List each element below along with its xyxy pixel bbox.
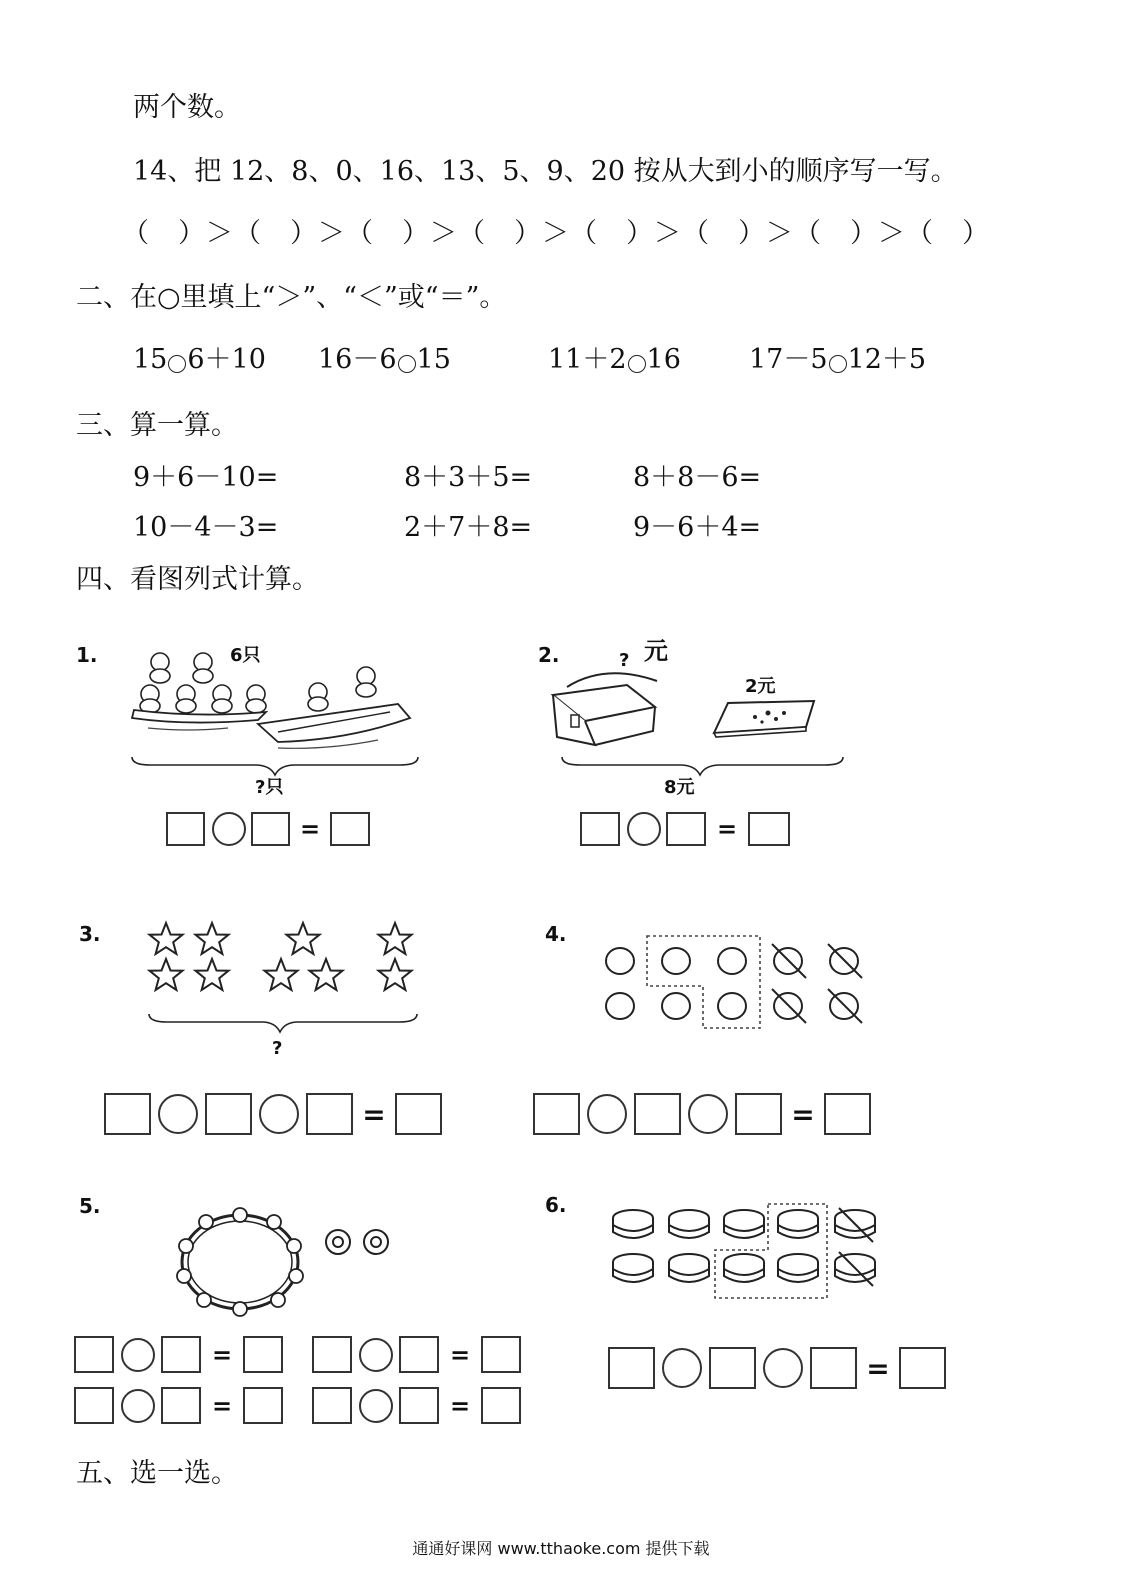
bead-icon (197, 1293, 211, 1307)
answer-box[interactable] (709, 1347, 756, 1389)
answer-box[interactable] (748, 812, 790, 846)
puppy-icon (308, 683, 328, 711)
answer-box[interactable] (74, 1336, 114, 1373)
compare-left: 17－5 (749, 344, 828, 375)
puppy-icon (176, 685, 196, 713)
section-5-title: 五、选一选。 (76, 1458, 238, 1489)
bead-icon (177, 1269, 191, 1283)
problem-5-number: 5. (79, 1194, 101, 1218)
answer-box[interactable] (666, 812, 706, 846)
answer-box[interactable] (161, 1336, 201, 1373)
answer-box[interactable] (634, 1093, 681, 1135)
calc-expr[interactable]: 9－6＋4= (633, 512, 762, 543)
compare-circle[interactable] (829, 355, 847, 373)
compare-circle[interactable] (628, 355, 646, 373)
answer-box[interactable] (330, 812, 370, 846)
equals-sign: = (299, 815, 321, 843)
compare-left: 15 (133, 344, 168, 375)
operator-circle[interactable] (587, 1094, 627, 1134)
operator-circle[interactable] (359, 1338, 393, 1372)
compare-left: 11＋2 (548, 344, 627, 375)
answer-box[interactable] (312, 1336, 352, 1373)
star-icon (379, 923, 412, 954)
compare-right: 15 (416, 344, 451, 375)
coin-stack-icon (724, 1254, 764, 1282)
operator-circle[interactable] (212, 812, 246, 846)
total-stars-question: ? (272, 1038, 283, 1059)
puppy-icon (212, 685, 232, 713)
answer-box[interactable] (481, 1336, 521, 1373)
equals-sign: = (449, 1340, 471, 1369)
answer-box[interactable] (251, 812, 290, 846)
problem-1-number: 1. (76, 643, 98, 667)
compare-item-4 (749, 346, 926, 373)
eraser-image (710, 695, 820, 740)
equation-4 (533, 1093, 871, 1135)
operator-circle[interactable] (662, 1348, 702, 1388)
coin-stacks-image (605, 1200, 885, 1305)
calc-expr[interactable]: 9＋6－10= (133, 462, 279, 493)
puppy-icon (150, 653, 170, 683)
total-price-label: 8元 (664, 777, 695, 798)
coin-stack-icon (613, 1254, 653, 1282)
bead-icon (267, 1215, 281, 1229)
answer-box[interactable] (899, 1347, 946, 1389)
circle-icon (606, 993, 634, 1019)
puppies-count-label: 6只 (230, 645, 261, 666)
compare-circle[interactable] (168, 355, 186, 373)
star-icon (310, 959, 343, 990)
answer-box[interactable] (533, 1093, 580, 1135)
operator-circle[interactable] (763, 1348, 803, 1388)
bead-ring-image (168, 1200, 398, 1325)
answer-box[interactable] (243, 1387, 283, 1424)
puppy-icon (356, 667, 376, 697)
circle-icon (662, 948, 690, 974)
bead-icon (233, 1302, 247, 1316)
total-puppies-label: ?只 (255, 777, 284, 798)
loose-bead-icon (364, 1230, 388, 1254)
equals-sign: = (716, 815, 738, 843)
equation-1 (166, 812, 370, 846)
answer-box[interactable] (824, 1093, 871, 1135)
bag-price-unit: 元 (644, 637, 668, 665)
coin-stack-icon (778, 1254, 818, 1282)
operator-circle[interactable] (158, 1094, 198, 1134)
q14-answer-blanks[interactable]: （ ）＞（ ）＞（ ）＞（ ）＞（ ）＞（ ）＞（ ）＞（ ） (122, 218, 990, 249)
compare-right: 16 (646, 344, 681, 375)
star-icon (150, 959, 183, 990)
answer-box[interactable] (243, 1336, 283, 1373)
equation-5c (74, 1387, 283, 1424)
circle-icon (718, 993, 746, 1019)
crossed-coin-stack-icon (835, 1208, 875, 1242)
crossed-coin-stack-icon (835, 1252, 875, 1286)
bead-icon (233, 1208, 247, 1222)
equals-sign: = (211, 1340, 233, 1369)
coin-stack-icon (669, 1210, 709, 1238)
puppy-icon (140, 685, 160, 713)
answer-box[interactable] (74, 1387, 114, 1424)
section-3-title: 三、算一算。 (76, 410, 238, 441)
equation-5b (312, 1336, 521, 1373)
equation-5d (312, 1387, 521, 1424)
coin-stack-icon (613, 1210, 653, 1238)
problem-3-number: 3. (79, 922, 101, 946)
section-4-title: 四、看图列式计算。 (76, 564, 319, 595)
calc-expr[interactable]: 8＋8－6= (633, 462, 762, 493)
circle-icon (662, 993, 690, 1019)
circles-image (600, 932, 870, 1032)
bead-icon (271, 1293, 285, 1307)
equals-sign: = (211, 1391, 233, 1420)
q14-text: 14、把 12、8、0、16、13、5、9、20 按从大到小的顺序写一写。 (133, 156, 958, 187)
brace-2 (560, 755, 845, 779)
star-icon (379, 959, 412, 990)
puppy-icon (246, 685, 266, 713)
stars-image (140, 918, 425, 998)
star-icon (196, 959, 229, 990)
equation-3 (104, 1093, 442, 1135)
calc-expr[interactable]: 2＋7＋8= (404, 512, 533, 543)
school-bag-image (545, 665, 675, 750)
equals-sign: = (449, 1391, 471, 1420)
answer-box[interactable] (399, 1336, 439, 1373)
compare-left: 16－6 (318, 344, 397, 375)
compare-item-3 (548, 346, 681, 373)
answer-box[interactable] (608, 1347, 655, 1389)
answer-box[interactable] (205, 1093, 252, 1135)
answer-box[interactable] (395, 1093, 442, 1135)
operator-circle[interactable] (121, 1389, 155, 1423)
star-icon (287, 923, 320, 954)
answer-box[interactable] (810, 1347, 857, 1389)
calc-expr[interactable]: 8＋3＋5= (404, 462, 533, 493)
compare-circle[interactable] (398, 355, 416, 373)
bead-icon (287, 1239, 301, 1253)
bag-price-question: ? (619, 650, 630, 671)
answer-box[interactable] (580, 812, 620, 846)
bead-icon (289, 1269, 303, 1283)
puppies-boat-image (128, 640, 428, 760)
operator-circle[interactable] (359, 1389, 393, 1423)
equals-sign: = (866, 1351, 890, 1385)
bead-icon (199, 1215, 213, 1229)
calc-expr[interactable]: 10－4－3= (133, 512, 279, 543)
operator-circle[interactable] (121, 1338, 155, 1372)
compare-right: 12＋5 (847, 344, 927, 375)
compare-item-2 (318, 346, 451, 373)
puppy-icon (193, 653, 213, 683)
star-icon (150, 923, 183, 954)
compare-right: 6＋10 (187, 344, 266, 375)
footer-credit: 通通好课网 www.tthaoke.com 提供下载 (412, 1539, 710, 1558)
coin-stack-icon (778, 1210, 818, 1238)
problem-4-number: 4. (545, 922, 567, 946)
equation-6 (608, 1347, 946, 1389)
coin-stack-icon (669, 1254, 709, 1282)
section-2-title: 二、在○里填上“＞”、“＜”或“＝”。 (76, 282, 507, 313)
problem-6-number: 6. (545, 1193, 567, 1217)
bead-icon (179, 1239, 193, 1253)
answer-box[interactable] (481, 1387, 521, 1424)
answer-box[interactable] (735, 1093, 782, 1135)
answer-box[interactable] (166, 812, 205, 846)
answer-box[interactable] (312, 1387, 352, 1424)
answer-box[interactable] (306, 1093, 353, 1135)
operator-circle[interactable] (688, 1094, 728, 1134)
coin-stack-icon (724, 1210, 764, 1238)
star-icon (196, 923, 229, 954)
equation-5a (74, 1336, 283, 1373)
eraser-price-label: 2元 (745, 676, 776, 697)
star-icon (265, 959, 298, 990)
loose-bead-icon (326, 1230, 350, 1254)
answer-box[interactable] (161, 1387, 201, 1424)
q13-tail: 两个数。 (133, 92, 241, 123)
equation-2 (580, 812, 790, 846)
equals-sign: = (362, 1097, 386, 1131)
circle-icon (606, 948, 634, 974)
answer-box[interactable] (104, 1093, 151, 1135)
operator-circle[interactable] (627, 812, 661, 846)
brace-3 (147, 1012, 419, 1036)
problem-2-number: 2. (538, 643, 560, 667)
compare-item-1 (133, 346, 266, 373)
circle-icon (718, 948, 746, 974)
operator-circle[interactable] (259, 1094, 299, 1134)
equals-sign: = (791, 1097, 815, 1131)
answer-box[interactable] (399, 1387, 439, 1424)
